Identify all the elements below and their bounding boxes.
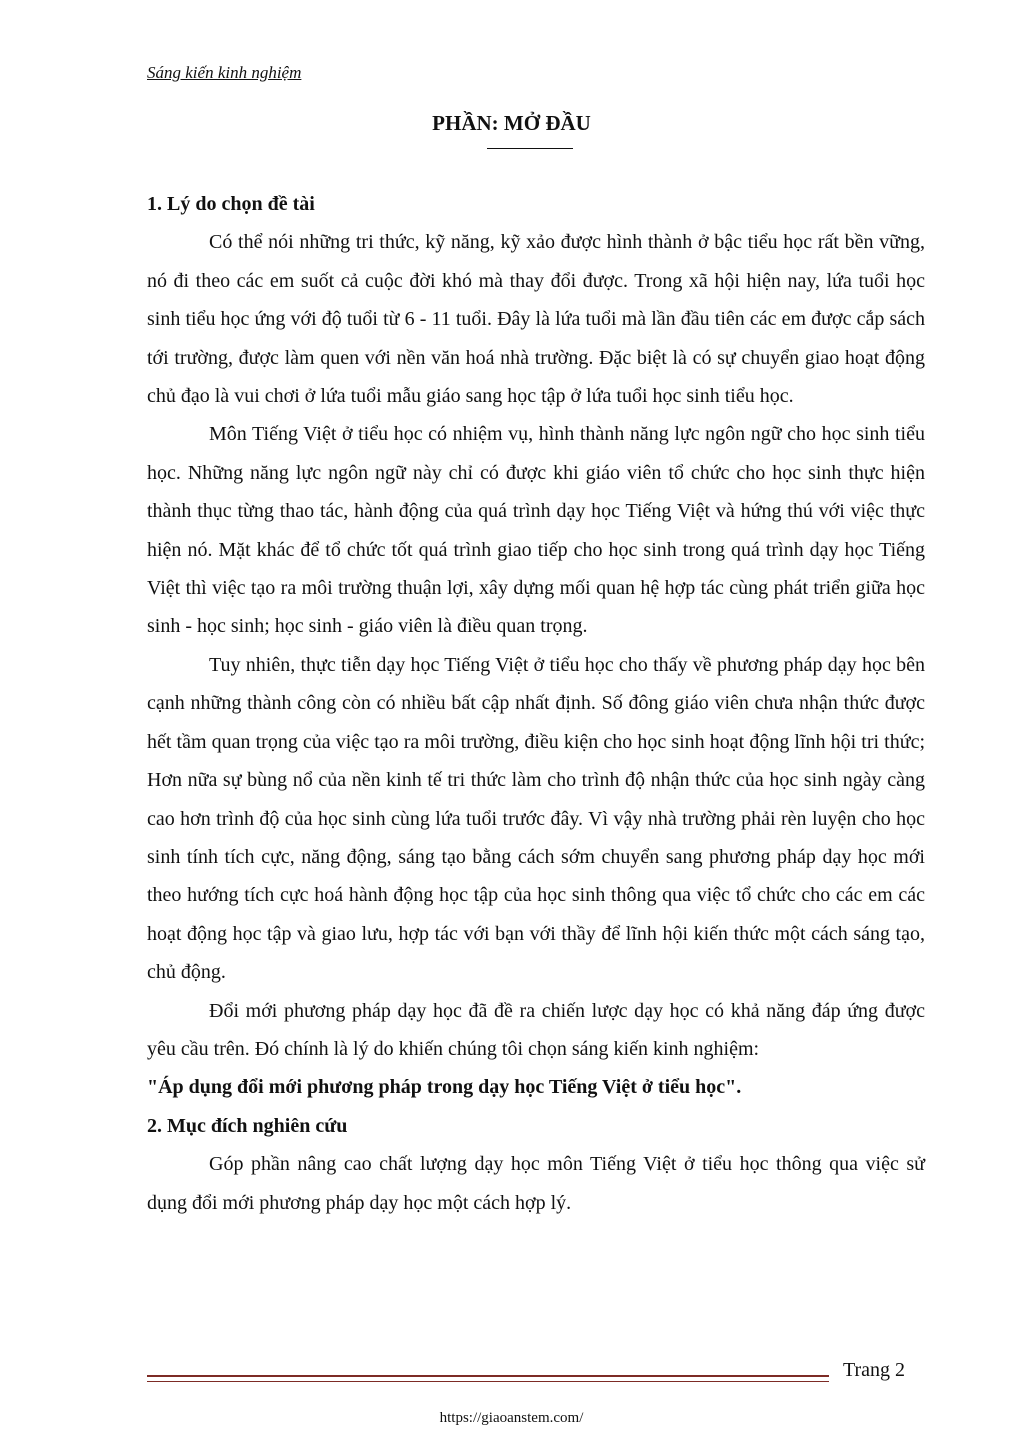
topic-title: "Áp dụng đổi mới phương pháp trong dạy học Tiếng Việt ở tiểu học". xyxy=(147,1076,742,1099)
page-number: Trang 2 xyxy=(843,1359,906,1381)
footer-rule-thin xyxy=(147,1381,829,1382)
section-2-heading: 2. Mục đích nghiên cứu xyxy=(147,1114,348,1137)
section-1-heading: 1. Lý do chọn đề tài xyxy=(147,193,315,215)
section-1-paragraph-2: Môn Tiếng Việt ở tiểu học có nhiệm vụ, hình thành năng lực ngôn ngữ cho học sinh tiểu học. Những năng lực ngôn ngữ này chỉ có được khi giáo viên tổ chức cho học sinh thực hiện thành thục từng thao tác, hành động của quá trình dạy học Tiếng Việt và hứng thú với việc thực hiện nó. Mặt khác để tổ chức tốt quá trình giao tiếp cho học sinh trong quá trình dạy học Tiếng Việt thì việc tạo ra môi trường thuận lợi, xây dựng mối quan hệ hợp tác cùng phát triển giữa học sinh - học sinh; học sinh - giáo viên là điều quan trọng. xyxy=(147,423,925,638)
section-2-paragraph-1: Góp phần nâng cao chất lượng dạy học môn Tiếng Việt ở tiểu học thông qua việc sử dụng đổi mới phương pháp dạy học một cách hợp lý. xyxy=(147,1153,925,1214)
footer-rule-thick xyxy=(147,1375,829,1377)
section-1-paragraph-3: Tuy nhiên, thực tiễn dạy học Tiếng Việt ở tiểu học cho thấy về phương pháp dạy học bên cạnh những thành công còn có nhiều bất cập nhất định. Số đông giáo viên chưa nhận thức được hết tầm quan trọng của việc tạo ra môi trường, điều kiện cho học sinh hoạt động lĩnh hội tri thức; Hơn nữa sự bùng nổ của nền kinh tế tri thức làm cho trình độ nhận thức của học sinh ngày càng cao hơn trình độ của học sinh cùng lứa tuổi trước đây. Vì vậy nhà trường phải rèn luyện cho học sinh tính tích cực, năng động, sáng tạo bằng cách sớm chuyển sang phương pháp dạy học mới theo hướng tích cực hoá hành động học tập của học sinh thông qua việc tổ chức cho các em các hoạt động học tập và giao lưu, hợp tác với bạn với thầy để lĩnh hội kiến thức một cách sáng tạo, chủ động. xyxy=(147,653,925,984)
document-body xyxy=(147,185,925,1222)
section-1-paragraph-4: Đổi mới phương pháp dạy học đã đề ra chiến lược dạy học có khả năng đáp ứng được yêu cầu trên. Đó chính là lý do khiến chúng tôi chọn sáng kiến kinh nghiệm: xyxy=(147,999,925,1060)
title-underline xyxy=(487,148,573,149)
page-title: PHẦN: MỞ ĐẦU xyxy=(432,111,591,135)
running-header: Sáng kiến kinh nghiệm xyxy=(147,63,302,82)
footer-url: https://giaoanstem.com/ xyxy=(439,1410,584,1426)
section-1-paragraph-1: Có thể nói những tri thức, kỹ năng, kỹ xảo được hình thành ở bậc tiểu học rất bền vững, nó đi theo các em suốt cả cuộc đời khó mà thay đổi được. Trong xã hội hiện nay, lứa tuổi học sinh tiểu học ứng với độ tuổi từ 6 - 11 tuổi. Đây là lứa tuổi mà lần đầu tiên các em được cắp sách tới trường, được làm quen với nền văn hoá nhà trường. Đặc biệt là có sự chuyển giao hoạt động chủ đạo là vui chơi ở lứa tuổi mẫu giáo sang học tập ở lứa tuổi học sinh tiểu học. xyxy=(147,231,925,408)
